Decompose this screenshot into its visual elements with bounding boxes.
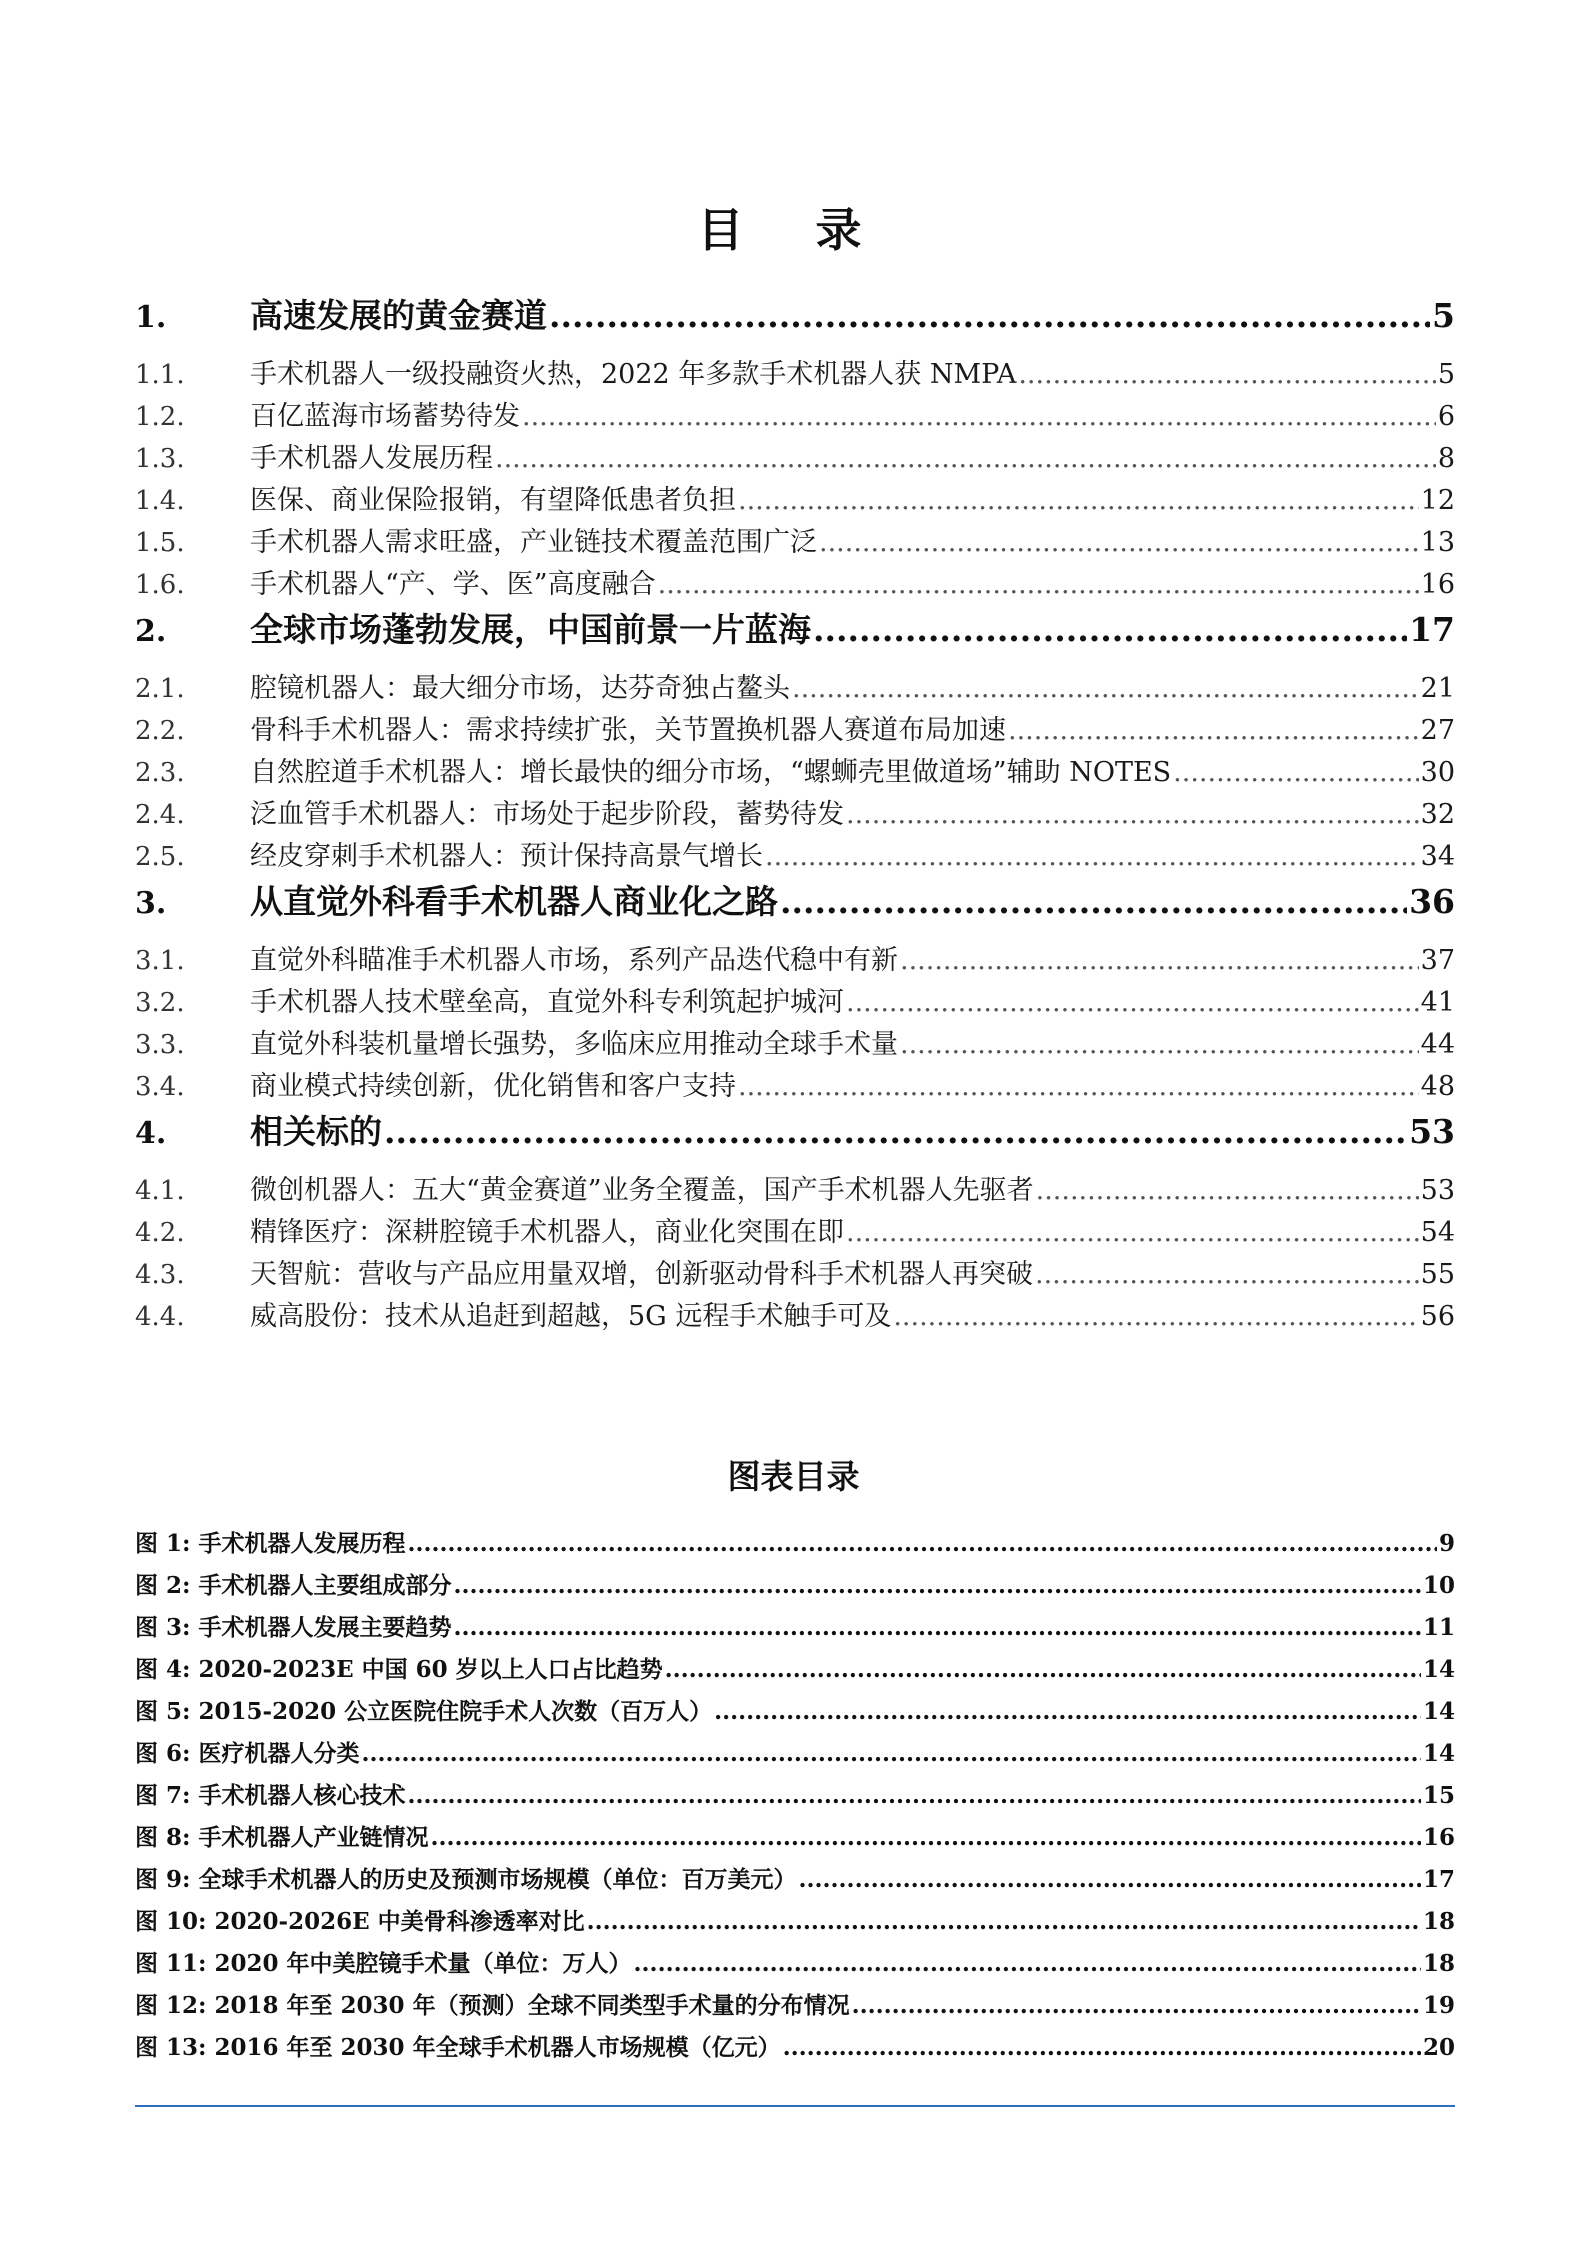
entry-number: 图 9:	[135, 1866, 191, 1893]
toc-section[interactable]	[135, 876, 1455, 938]
entry-number: 2.4.	[135, 800, 185, 830]
dot-leader	[384, 1112, 1407, 1151]
dot-leader	[1008, 715, 1419, 746]
entry-page-number: 53	[1409, 1112, 1455, 1151]
dot-leader	[1173, 757, 1418, 788]
toc-subsection[interactable]	[135, 478, 1455, 520]
dot-leader	[454, 1614, 1421, 1641]
entry-page-number: 8	[1437, 443, 1455, 474]
dot-leader	[799, 1866, 1421, 1893]
entry-title: 直觉外科瞄准手术机器人市场，系列产品迭代稳中有新	[250, 945, 898, 976]
entry-page-number: 5	[1432, 296, 1455, 335]
dot-leader	[714, 1698, 1421, 1725]
dot-leader	[634, 1950, 1421, 1977]
entry-title: 经皮穿刺手术机器人：预计保持高景气增长	[250, 841, 763, 872]
entry-page-number: 21	[1420, 673, 1455, 704]
entry-number: 4.3.	[135, 1260, 185, 1290]
figure-entry[interactable]	[135, 1651, 1455, 1693]
entry-title: 手术机器人产业链情况	[198, 1824, 429, 1851]
dot-leader	[846, 799, 1419, 830]
entry-title: 直觉外科装机量增长强势，多临床应用推动全球手术量	[250, 1029, 898, 1060]
entry-title: 手术机器人发展历程	[198, 1530, 406, 1557]
entry-title: 天智航：营收与产品应用量双增，创新驱动骨科手术机器人再突破	[250, 1259, 1033, 1290]
entry-page-number: 48	[1420, 1071, 1455, 1102]
entry-title: 手术机器人技术壁垒高，直觉外科专利筑起护城河	[250, 987, 844, 1018]
figure-entry[interactable]	[135, 1777, 1455, 1819]
entry-number: 2.5.	[135, 842, 185, 872]
dot-leader	[846, 987, 1419, 1018]
dot-leader	[738, 485, 1419, 516]
dot-leader	[765, 841, 1419, 872]
entry-title: 医疗机器人分类	[198, 1740, 360, 1767]
dot-leader	[819, 527, 1419, 558]
entry-number: 3.	[135, 886, 167, 921]
entry-page-number: 34	[1420, 841, 1455, 872]
entry-number: 图 8:	[135, 1824, 191, 1851]
entry-page-number: 56	[1420, 1301, 1455, 1332]
toc-subsection[interactable]	[135, 980, 1455, 1022]
entry-number: 3.3.	[135, 1030, 185, 1060]
entry-number: 1.1.	[135, 360, 185, 390]
dot-leader	[783, 2034, 1421, 2061]
entry-title: 全球手术机器人的历史及预测市场规模（单位：百万美元）	[198, 1866, 797, 1893]
figure-entry[interactable]	[135, 1903, 1455, 1945]
entry-number: 1.	[135, 300, 167, 335]
entry-number: 2.2.	[135, 716, 185, 746]
figure-entry[interactable]	[135, 1567, 1455, 1609]
entry-title: 手术机器人需求旺盛，产业链技术覆盖范围广泛	[250, 527, 817, 558]
entry-page-number: 54	[1420, 1217, 1455, 1248]
entry-title: 手术机器人发展主要趋势	[198, 1614, 452, 1641]
dot-leader	[522, 401, 1436, 432]
dot-leader	[454, 1572, 1421, 1599]
toc-subsection[interactable]	[135, 562, 1455, 604]
figure-entry[interactable]	[135, 1819, 1455, 1861]
figure-entry[interactable]	[135, 1945, 1455, 1987]
figure-entry[interactable]	[135, 1861, 1455, 1903]
entry-number: 图 11:	[135, 1950, 207, 1977]
dot-leader	[408, 1782, 1421, 1809]
entry-title: 相关标的	[250, 1112, 382, 1151]
entry-number: 图 6:	[135, 1740, 191, 1767]
footer-rule	[135, 2105, 1455, 2107]
entry-number: 图 1:	[135, 1530, 191, 1557]
figure-entry[interactable]	[135, 1525, 1455, 1567]
dot-leader	[1036, 1175, 1419, 1206]
dot-leader	[665, 1656, 1421, 1683]
dot-leader	[900, 1029, 1419, 1060]
entry-title: 骨科手术机器人：需求持续扩张，关节置换机器人赛道布局加速	[250, 715, 1006, 746]
dot-leader	[658, 569, 1419, 600]
dot-leader	[893, 1301, 1418, 1332]
entry-page-number: 17	[1422, 1866, 1455, 1893]
entry-number: 图 12:	[135, 1992, 207, 2019]
entry-title: 从直觉外科看手术机器人商业化之路	[250, 882, 778, 921]
entry-number: 图 4:	[135, 1656, 191, 1683]
entry-page-number: 53	[1420, 1175, 1455, 1206]
entry-number: 图 13:	[135, 2034, 207, 2061]
entry-page-number: 15	[1422, 1782, 1455, 1809]
dot-leader	[852, 1992, 1421, 2019]
dot-leader	[792, 673, 1419, 704]
entry-number: 图 3:	[135, 1614, 191, 1641]
entry-page-number: 27	[1420, 715, 1455, 746]
entry-title: 2020-2023E 中国 60 岁以上人口占比趋势	[198, 1656, 663, 1683]
figure-entry[interactable]	[135, 1693, 1455, 1735]
entry-page-number: 19	[1422, 1992, 1455, 2019]
dot-leader	[549, 296, 1430, 335]
entry-number: 1.6.	[135, 570, 185, 600]
entry-number: 2.3.	[135, 758, 185, 788]
toc-subsection[interactable]	[135, 1064, 1455, 1106]
entry-title: 商业模式持续创新，优化销售和客户支持	[250, 1071, 736, 1102]
entry-title: 微创机器人：五大“黄金赛道”业务全覆盖，国产手术机器人先驱者	[250, 1175, 1034, 1206]
entry-number: 图 5:	[135, 1698, 191, 1725]
toc-subsection[interactable]	[135, 394, 1455, 436]
entry-page-number: 14	[1422, 1740, 1455, 1767]
entry-page-number: 44	[1420, 1029, 1455, 1060]
toc-subsection[interactable]	[135, 352, 1455, 394]
dot-leader	[813, 610, 1407, 649]
toc-section[interactable]	[135, 1106, 1455, 1168]
entry-page-number: 41	[1420, 987, 1455, 1018]
entry-number: 2.1.	[135, 674, 185, 704]
entry-page-number: 14	[1422, 1698, 1455, 1725]
entry-page-number: 17	[1409, 610, 1455, 649]
toc-subsection[interactable]	[135, 1252, 1455, 1294]
figure-entry[interactable]	[135, 1735, 1455, 1777]
entry-page-number: 36	[1409, 882, 1455, 921]
entry-page-number: 6	[1437, 401, 1455, 432]
toc-subsection[interactable]	[135, 708, 1455, 750]
entry-number: 1.4.	[135, 486, 185, 516]
entry-page-number: 32	[1420, 799, 1455, 830]
dot-leader	[738, 1071, 1419, 1102]
entry-number: 4.2.	[135, 1218, 185, 1248]
toc-subsection[interactable]	[135, 666, 1455, 708]
entry-page-number: 13	[1420, 527, 1455, 558]
entry-number: 4.4.	[135, 1302, 185, 1332]
entry-page-number: 10	[1422, 1572, 1455, 1599]
entry-title: 手术机器人一级投融资火热，2022 年多款手术机器人获 NMPA	[250, 359, 1017, 390]
entry-number: 1.5.	[135, 528, 185, 558]
entry-number: 1.3.	[135, 444, 185, 474]
entry-page-number: 14	[1422, 1656, 1455, 1683]
figure-entry[interactable]	[135, 2029, 1455, 2071]
entry-page-number: 20	[1422, 2034, 1455, 2061]
dot-leader	[900, 945, 1419, 976]
toc-title: 目 录	[697, 203, 890, 257]
entry-title: 手术机器人“产、学、医”高度融合	[250, 569, 656, 600]
figures-list	[135, 1525, 1455, 2071]
entry-page-number: 9	[1438, 1530, 1455, 1557]
entry-page-number: 18	[1422, 1908, 1455, 1935]
entry-title: 手术机器人发展历程	[250, 443, 493, 474]
entry-number: 3.1.	[135, 946, 185, 976]
toc-subsection[interactable]	[135, 834, 1455, 876]
toc-subsection[interactable]	[135, 938, 1455, 980]
entry-page-number: 37	[1420, 945, 1455, 976]
entry-number: 3.2.	[135, 988, 185, 1018]
dot-leader	[780, 882, 1407, 921]
entry-number: 图 2:	[135, 1572, 191, 1599]
entry-title: 手术机器人主要组成部分	[198, 1572, 452, 1599]
dot-leader	[495, 443, 1436, 474]
entry-title: 自然腔道手术机器人：增长最快的细分市场，“螺蛳壳里做道场”辅助 NOTES	[250, 757, 1172, 788]
entry-title: 医保、商业保险报销，有望降低患者负担	[250, 485, 736, 516]
entry-number: 3.4.	[135, 1072, 185, 1102]
entry-title: 威高股份：技术从追赶到超越，5G 远程手术触手可及	[250, 1301, 892, 1332]
toc-section[interactable]	[135, 290, 1455, 352]
entry-page-number: 18	[1422, 1950, 1455, 1977]
entry-number: 2.	[135, 614, 167, 649]
toc-subsection[interactable]	[135, 750, 1455, 792]
entry-page-number: 12	[1420, 485, 1455, 516]
dot-leader	[846, 1217, 1419, 1248]
toc-subsection[interactable]	[135, 1294, 1455, 1336]
entry-title: 2018 年至 2030 年（预测）全球不同类型手术量的分布情况	[214, 1992, 850, 2019]
dot-leader	[431, 1824, 1421, 1851]
dot-leader	[1018, 359, 1435, 390]
dot-leader	[408, 1530, 1437, 1557]
entry-title: 2020-2026E 中美骨科渗透率对比	[214, 1908, 585, 1935]
entry-title: 腔镜机器人：最大细分市场，达芬奇独占鳌头	[250, 673, 790, 704]
entry-page-number: 16	[1420, 569, 1455, 600]
toc-subsection[interactable]	[135, 792, 1455, 834]
figure-entry[interactable]	[135, 1987, 1455, 2029]
toc-subsection[interactable]	[135, 1168, 1455, 1210]
entry-title: 精锋医疗：深耕腔镜手术机器人，商业化突围在即	[250, 1217, 844, 1248]
toc-subsection[interactable]	[135, 436, 1455, 478]
toc-section[interactable]	[135, 604, 1455, 666]
entry-page-number: 11	[1422, 1614, 1455, 1641]
entry-title: 2016 年至 2030 年全球手术机器人市场规模（亿元）	[214, 2034, 781, 2061]
entry-page-number: 55	[1420, 1259, 1455, 1290]
entry-page-number: 30	[1420, 757, 1455, 788]
entry-number: 图 7:	[135, 1782, 191, 1809]
entry-number: 4.1.	[135, 1176, 185, 1206]
entry-number: 图 10:	[135, 1908, 207, 1935]
entry-title: 全球市场蓬勃发展，中国前景一片蓝海	[250, 610, 811, 649]
figures-title: 图表目录	[727, 1457, 860, 1496]
entry-number: 4.	[135, 1116, 167, 1151]
entry-title: 高速发展的黄金赛道	[250, 296, 547, 335]
dot-leader	[362, 1740, 1421, 1767]
toc-subsection[interactable]	[135, 1210, 1455, 1252]
entry-title: 手术机器人核心技术	[198, 1782, 406, 1809]
entry-number: 1.2.	[135, 402, 185, 432]
entry-title: 泛血管手术机器人：市场处于起步阶段，蓄势待发	[250, 799, 844, 830]
toc-list	[135, 290, 1455, 1336]
toc-subsection[interactable]	[135, 1022, 1455, 1064]
toc-subsection[interactable]	[135, 520, 1455, 562]
dot-leader	[587, 1908, 1421, 1935]
entry-title: 2020 年中美腔镜手术量（单位：万人）	[214, 1950, 632, 1977]
entry-page-number: 16	[1422, 1824, 1455, 1851]
entry-title: 2015-2020 公立医院住院手术人次数（百万人）	[198, 1698, 713, 1725]
figure-entry[interactable]	[135, 1609, 1455, 1651]
entry-page-number: 5	[1437, 359, 1455, 390]
dot-leader	[1035, 1259, 1419, 1290]
entry-title: 百亿蓝海市场蓄势待发	[250, 401, 520, 432]
